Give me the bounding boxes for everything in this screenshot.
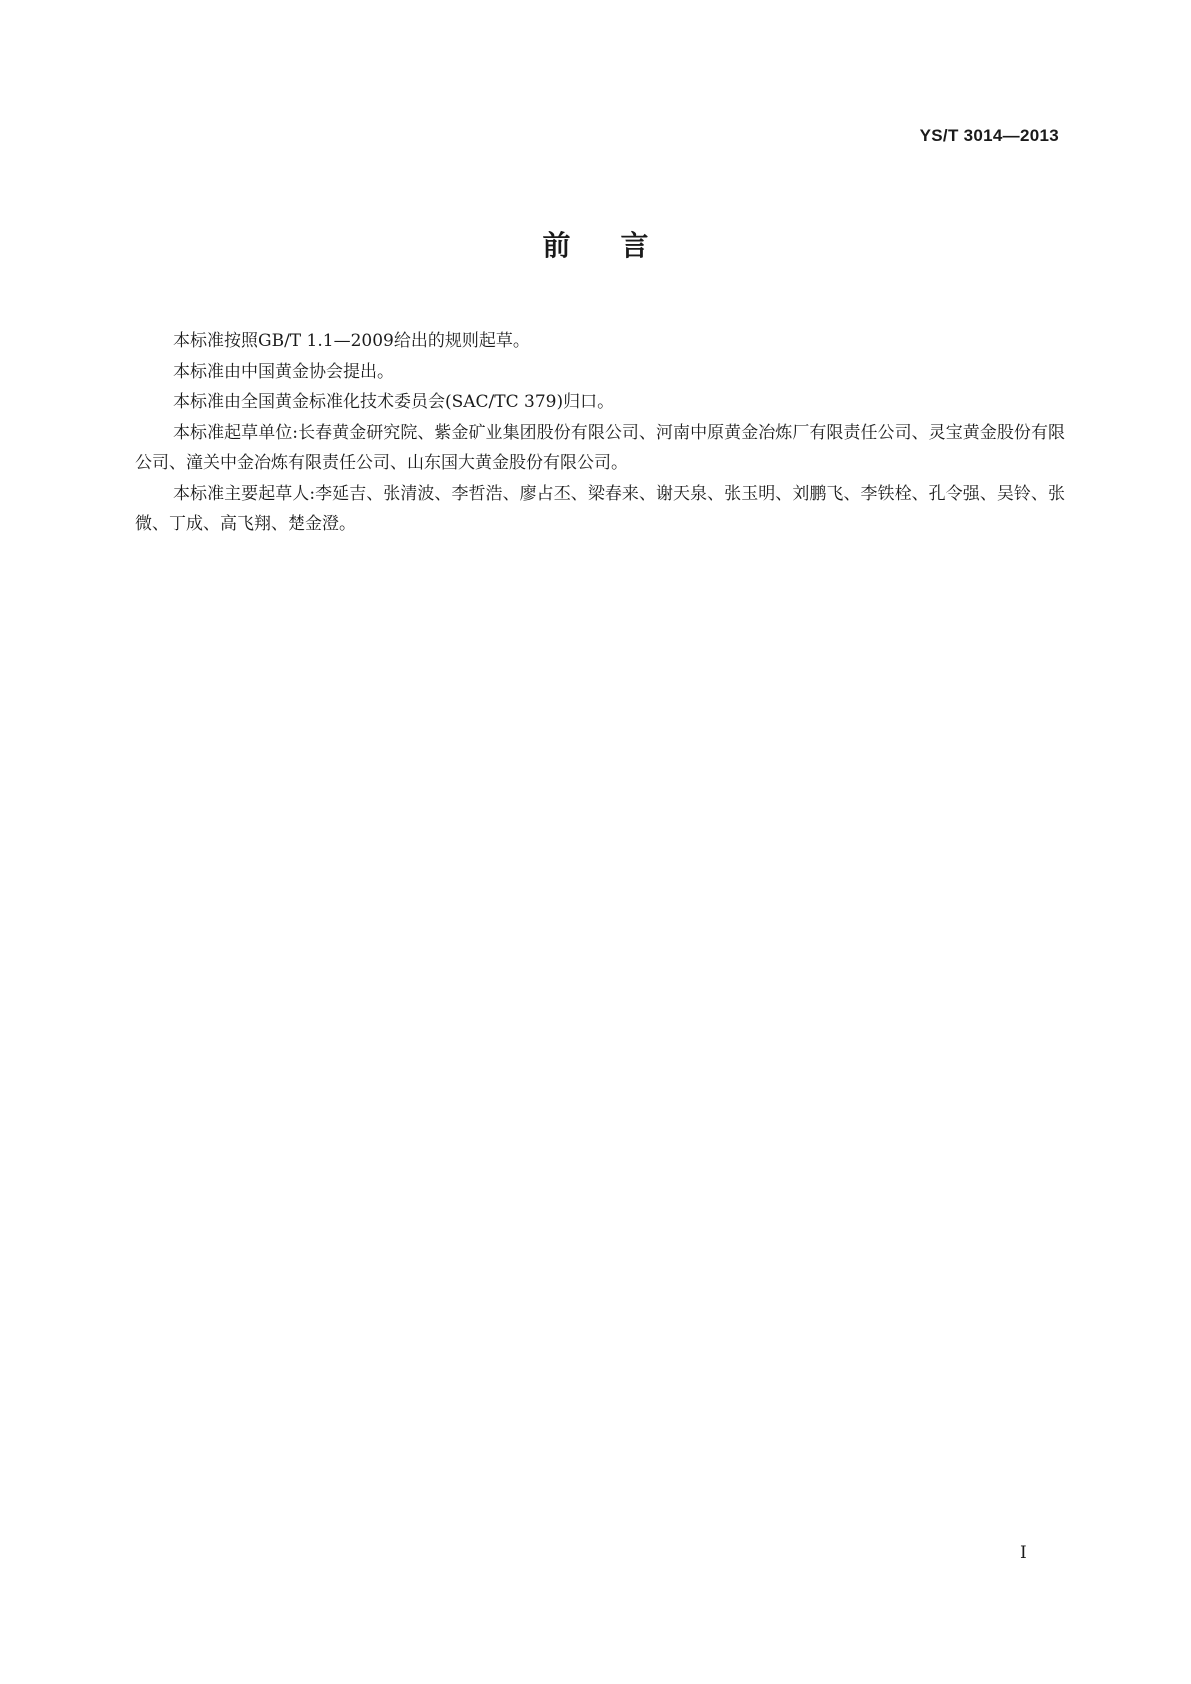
paragraph-principal-drafters: 本标准主要起草人:李延吉、张清波、李哲浩、廖占丕、梁春来、谢天泉、张玉明、刘鹏飞、李铁栓、孔令强、吴铃、张微、丁成、高飞翔、楚金澄。 bbox=[135, 483, 1065, 534]
paragraph-centralized-unit: 本标准由全国黄金标准化技术委员会(SAC/TC 379)归口。 bbox=[173, 392, 615, 412]
paragraph-proposer: 本标准由中国黄金协会提出。 bbox=[173, 361, 394, 382]
paragraph-drafting-rules: 本标准按照GB/T 1.1—2009给出的规则起草。 bbox=[173, 331, 530, 351]
page-number: I bbox=[1020, 1543, 1027, 1563]
standard-code: YS/T 3014—2013 bbox=[919, 126, 1059, 145]
foreword-body bbox=[135, 326, 1065, 540]
page-title: 前言 bbox=[542, 229, 699, 262]
paragraph-drafting-organizations: 本标准起草单位:长春黄金研究院、紫金矿业集团股份有限公司、河南中原黄金冶炼厂有限责任公司、灵宝黄金股份有限公司、潼关中金冶炼有限责任公司、山东国大黄金股份有限公司。 bbox=[135, 422, 1065, 473]
